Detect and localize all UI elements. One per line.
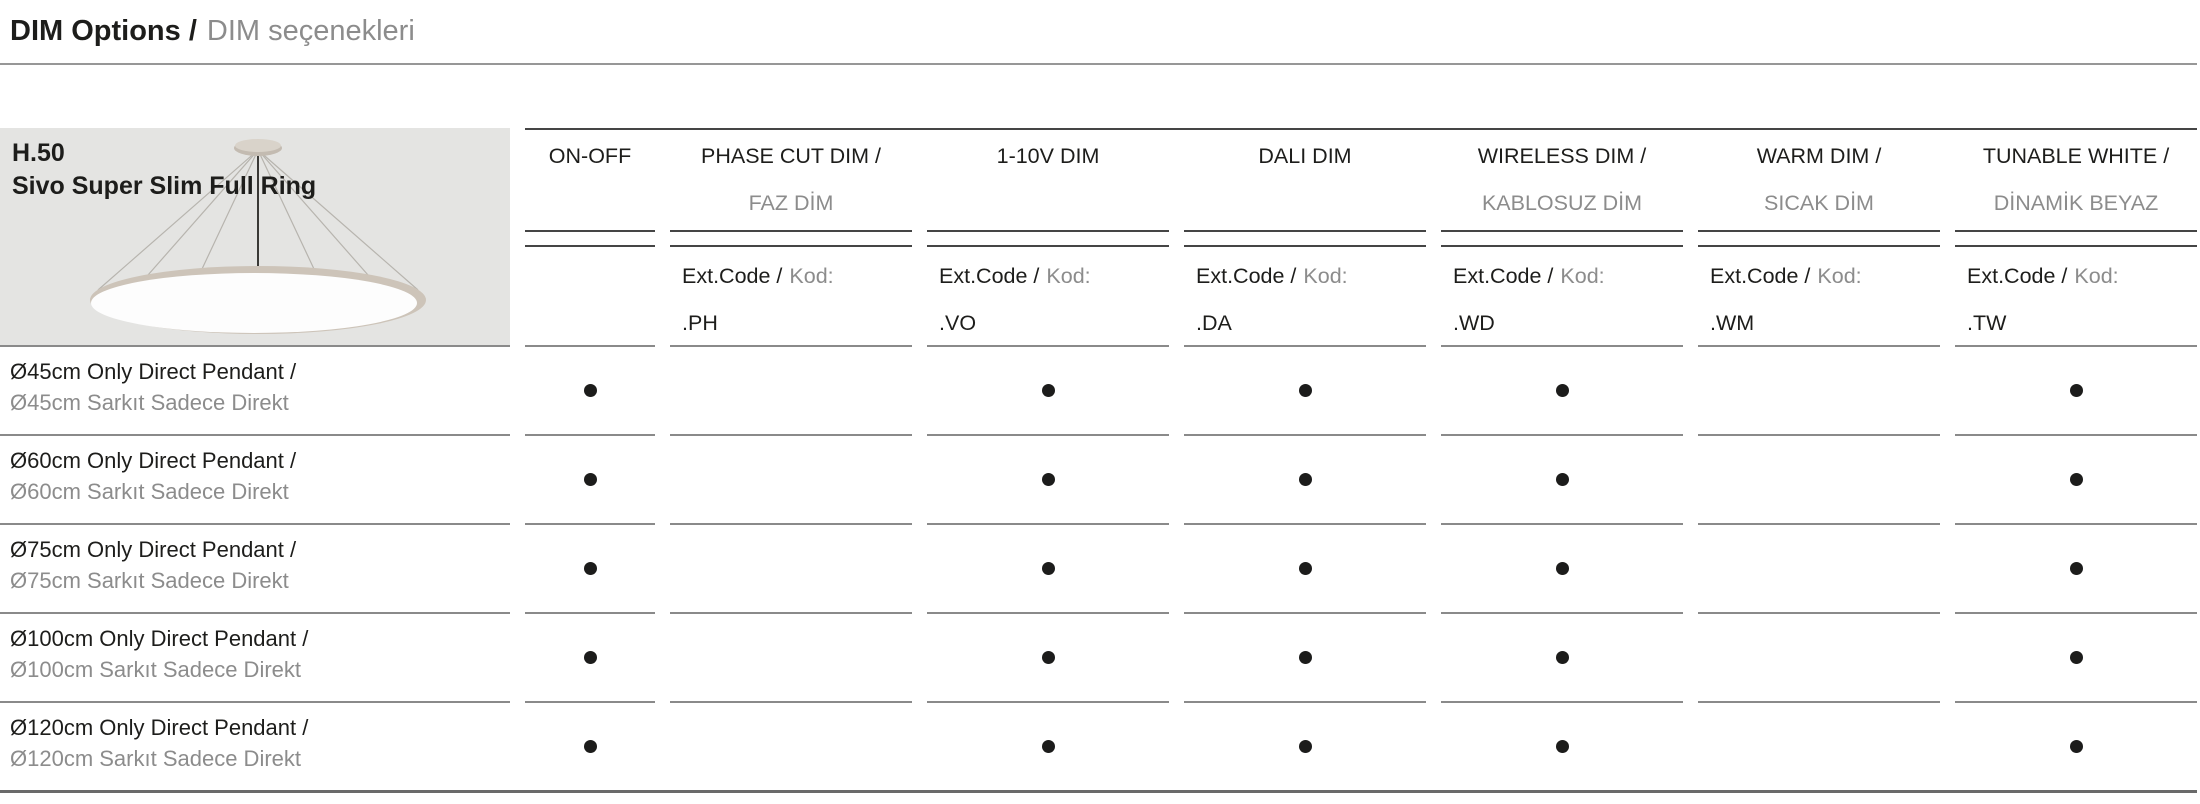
ext-code-value: .PH: [682, 311, 718, 335]
availability-cell: [1441, 434, 1683, 523]
availability-dot: [1299, 562, 1312, 575]
row-label-tr: Ø100cm Sarkıt Sadece Direkt: [10, 657, 302, 682]
availability-dot: [584, 562, 597, 575]
availability-dot: [2070, 651, 2083, 664]
availability-dot: [1042, 740, 1055, 753]
ext-code-label-tr: Kod:: [2074, 264, 2119, 288]
column-title-en: ON-OFF: [548, 144, 632, 168]
page-title-en: DIM Options /: [10, 15, 197, 47]
row-label-tr: Ø45cm Sarkıt Sadece Direkt: [10, 390, 289, 415]
availability-cell: [1184, 434, 1426, 523]
ext-code-cell-5: [1441, 245, 1683, 345]
row-label-en: Ø60cm Only Direct Pendant /: [10, 448, 297, 473]
row-label-tr: Ø75cm Sarkıt Sadece Direkt: [10, 568, 289, 593]
availability-cell: [1184, 523, 1426, 612]
availability-dot: [1042, 384, 1055, 397]
ext-code-label: [1453, 253, 1683, 300]
availability-cell: [1698, 434, 1940, 523]
column-title-tr: SICAK DİM: [1764, 191, 1874, 215]
title-divider: [0, 63, 2197, 65]
availability-cell: [1955, 701, 2197, 790]
ext-code-cell-1: [525, 245, 655, 345]
product-title: [0, 128, 510, 203]
availability-cell: [927, 434, 1169, 523]
availability-cell: [1698, 701, 1940, 790]
ext-code-label: [682, 253, 912, 300]
availability-cell: [1698, 345, 1940, 434]
row-label-tr: Ø60cm Sarkıt Sadece Direkt: [10, 479, 289, 504]
size-row-label-2: [0, 434, 510, 523]
availability-cell: [927, 523, 1169, 612]
availability-dot: [584, 473, 597, 486]
availability-cell: [927, 612, 1169, 701]
column-title-en: WARM DIM /: [1756, 144, 1882, 168]
availability-cell: [1184, 612, 1426, 701]
ext-code-value: .DA: [1196, 311, 1232, 335]
page-title: [0, 0, 2200, 48]
availability-cell: [670, 523, 912, 612]
availability-dot: [1042, 651, 1055, 664]
size-row-label-1: [0, 345, 510, 434]
size-row-label-3: [0, 523, 510, 612]
availability-cell: [1698, 612, 1940, 701]
availability-cell: [1184, 345, 1426, 434]
availability-cell: [525, 434, 655, 523]
ext-code-value: .TW: [1967, 311, 2007, 335]
availability-dot: [1556, 740, 1569, 753]
row-label-en: Ø120cm Only Direct Pendant /: [10, 715, 309, 740]
column-title-tr: DİNAMİK BEYAZ: [1993, 191, 2159, 215]
column-title-tr: KABLOSUZ DİM: [1481, 191, 1643, 215]
ext-code-cell-4: [1184, 245, 1426, 345]
availability-cell: [670, 345, 912, 434]
product-panel: [0, 128, 510, 345]
column-title-tr: FAZ DİM: [748, 191, 834, 215]
availability-dot: [1299, 384, 1312, 397]
ext-code-label: [537, 253, 655, 300]
column-header-1: [525, 128, 655, 232]
availability-cell: [1441, 701, 1683, 790]
availability-cell: [1955, 612, 2197, 701]
ext-code-cell-6: [1698, 245, 1940, 345]
availability-cell: [1184, 701, 1426, 790]
size-row-label-5: [0, 701, 510, 790]
availability-dot: [1299, 473, 1312, 486]
availability-dot: [2070, 384, 2083, 397]
availability-cell: [525, 345, 655, 434]
availability-cell: [525, 523, 655, 612]
ext-code-label: [939, 253, 1169, 300]
availability-dot: [584, 384, 597, 397]
column-title-en: PHASE CUT DIM /: [701, 144, 881, 168]
availability-cell: [670, 612, 912, 701]
ext-code-value: .WM: [1710, 311, 1755, 335]
column-title-en: TUNABLE WHITE /: [1982, 144, 2170, 168]
availability-cell: [1955, 523, 2197, 612]
ext-code-label-tr: Kod:: [1560, 264, 1605, 288]
availability-cell: [1955, 345, 2197, 434]
availability-dot: [1556, 473, 1569, 486]
availability-cell: [1698, 523, 1940, 612]
row-label-en: Ø100cm Only Direct Pendant /: [10, 626, 309, 651]
ext-code-label-en: Ext.Code /: [1453, 264, 1554, 288]
column-header-4: [1184, 128, 1426, 232]
availability-dot: [1556, 562, 1569, 575]
availability-dot: [584, 740, 597, 753]
ext-code-cell-2: [670, 245, 912, 345]
column-header-6: [1698, 128, 1940, 232]
ext-code-label-tr: Kod:: [1817, 264, 1862, 288]
availability-dot: [2070, 473, 2083, 486]
availability-dot: [1556, 651, 1569, 664]
availability-cell: [525, 612, 655, 701]
column-header-2: [670, 128, 912, 232]
availability-dot: [1042, 562, 1055, 575]
ext-code-label-tr: Kod:: [1046, 264, 1091, 288]
column-header-5: [1441, 128, 1683, 232]
ext-code-label-en: Ext.Code /: [939, 264, 1040, 288]
row-label-tr: Ø120cm Sarkıt Sadece Direkt: [10, 746, 302, 771]
ext-code-label-tr: Kod:: [1303, 264, 1348, 288]
column-title-en: DALI DIM: [1258, 144, 1352, 168]
product-name: Sivo Super Slim Full Ring: [12, 172, 317, 200]
ext-code-label: [1710, 253, 1940, 300]
ext-code-label: [1967, 253, 2197, 300]
ext-code-value: .WD: [1453, 311, 1495, 335]
column-title-en: 1-10V DIM: [996, 144, 1100, 168]
availability-dot: [584, 651, 597, 664]
availability-cell: [1441, 612, 1683, 701]
ext-code-label-en: Ext.Code /: [1967, 264, 2068, 288]
availability-cell: [1441, 345, 1683, 434]
availability-cell: [1955, 434, 2197, 523]
ext-code-label-en: Ext.Code /: [1196, 264, 1297, 288]
dim-options-table: [0, 128, 2197, 793]
availability-dot: [1042, 473, 1055, 486]
ext-code-cell-7: [1955, 245, 2197, 345]
availability-cell: [927, 345, 1169, 434]
availability-dot: [2070, 740, 2083, 753]
size-row-label-4: [0, 612, 510, 701]
availability-dot: [1556, 384, 1569, 397]
column-header-7: [1955, 128, 2197, 232]
ext-code-cell-3: [927, 245, 1169, 345]
ext-code-label-en: Ext.Code /: [682, 264, 783, 288]
row-label-en: Ø75cm Only Direct Pendant /: [10, 537, 297, 562]
page-title-tr: DIM seçenekleri: [206, 15, 415, 47]
availability-cell: [525, 701, 655, 790]
ext-code-label-en: Ext.Code /: [1710, 264, 1811, 288]
availability-dot: [1299, 651, 1312, 664]
column-header-3: [927, 128, 1169, 232]
row-label-en: Ø45cm Only Direct Pendant /: [10, 359, 297, 384]
ext-code-label-tr: Kod:: [789, 264, 834, 288]
availability-cell: [927, 701, 1169, 790]
ext-code-label: [1196, 253, 1426, 300]
availability-cell: [1441, 523, 1683, 612]
product-model: H.50: [12, 139, 65, 167]
ext-code-value: .VO: [939, 311, 977, 335]
availability-cell: [670, 701, 912, 790]
availability-dot: [2070, 562, 2083, 575]
availability-cell: [670, 434, 912, 523]
column-title-en: WIRELESS DIM /: [1477, 144, 1647, 168]
availability-dot: [1299, 740, 1312, 753]
